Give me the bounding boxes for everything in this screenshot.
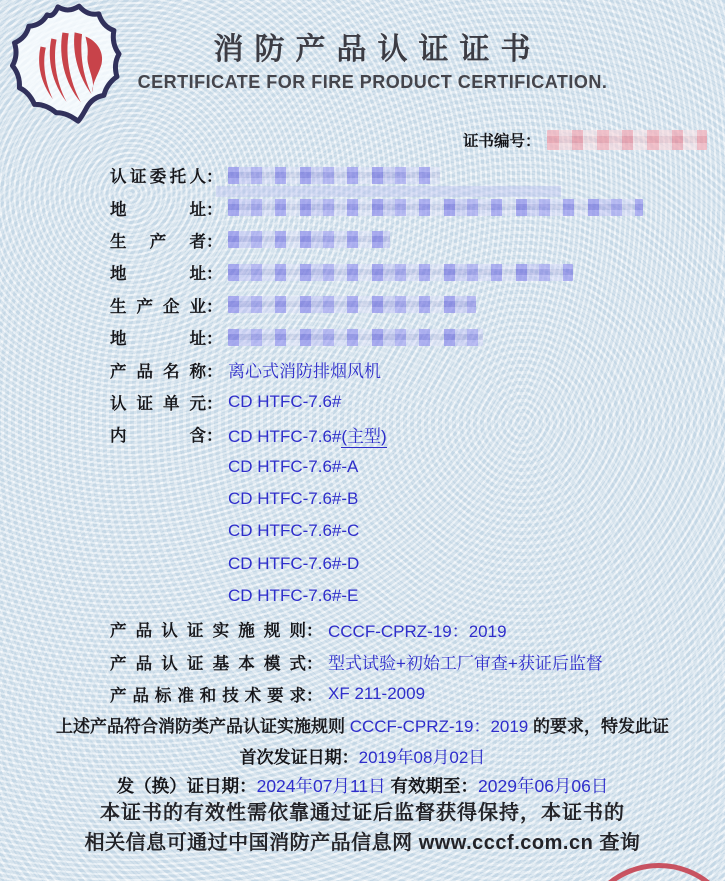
field-label: 生产者 (110, 232, 206, 251)
field-label: 认证单元 (110, 394, 206, 413)
model-main-suffix: (主型) (341, 426, 387, 446)
certificate-number-row (463, 129, 707, 151)
field-row-producer: 生产者 ： (0, 224, 725, 256)
field-row-factory: 生产企业 ： (0, 289, 725, 321)
rule-label: 产品认证基本模式 (110, 654, 306, 673)
rule-row-basic-mode: 产品认证基本模式 ： 型式试验+初始工厂审查+获证后监督 (0, 646, 725, 679)
first-issue-label: 首次发证日期 (239, 748, 342, 767)
model-value: CD HTFC-7.6#-A (228, 456, 359, 476)
page-title: 消防产品认证证书 (213, 33, 542, 66)
field-label: 认证委托人 (110, 168, 206, 187)
certification-rules (0, 613, 725, 711)
rule-row-standard: 产品标准和技术要求 ： XF 211-2009 (110, 684, 426, 706)
field-row-address-2: 地址 ： (0, 256, 725, 288)
model-main-text: CD HTFC-7.6# (228, 426, 342, 446)
rule-value: XF 211-2009 (328, 684, 426, 704)
certificate-number-redacted (547, 130, 707, 150)
first-issue-date-line: 首次发证日期：2019年08月02日 (239, 748, 486, 767)
redacted-value (228, 167, 440, 184)
redacted-value (228, 296, 476, 313)
footer-query-note: 相关信息可通过中国消防产品信息网 www.cccf.com.cn 查询 (84, 832, 641, 854)
rule-label: 产品标准和技术要求 (110, 687, 306, 706)
model-row (0, 483, 725, 515)
field-label: 生产企业 (110, 297, 206, 316)
valid-until-label: 有效期至 (390, 776, 461, 796)
field-label: 地址 (110, 265, 206, 284)
model-value: CD HTFC-7.6#-B (228, 489, 359, 509)
certificate-number-label: 证书编号 (463, 133, 526, 150)
redacted-value (228, 231, 390, 248)
first-issue-value: 2019年08月02日 (358, 748, 486, 767)
valid-until-value: 2029年06月06日 (478, 776, 609, 796)
certificate-number-colon: ： (525, 133, 541, 150)
redacted-value (228, 199, 643, 216)
footer-validity-note: 本证书的有效性需依靠通过证后监督获得保持，本证书的 (100, 802, 625, 824)
conformity-statement (0, 712, 725, 737)
red-seal-arc (578, 863, 725, 881)
model-value: CD HTFC-7.6#-D (228, 553, 360, 573)
model-row (0, 451, 725, 483)
field-label: 内含 (110, 427, 206, 446)
reissue-date-line: 发（换）证日期：2024年07月11日 有效期至：2029年06月06日 (116, 776, 609, 796)
field-row-applicant: 认证委托人 ： (0, 159, 725, 191)
statement-suffix: 的要求，特发此证 (528, 717, 669, 736)
statement-prefix: 上述产品符合消防类产品认证实施规则 (55, 717, 350, 736)
field-row-cert-unit: 认证单元 ： CD HTFC-7.6# (110, 391, 342, 413)
model-row (0, 515, 725, 547)
field-row-address-3: 地址 ： (0, 321, 725, 353)
rule-value: 型式试验+初始工厂审查+获证后监督 (328, 654, 603, 674)
reissue-label: 发（换）证日期 (116, 776, 240, 796)
model-value: CD HTFC-7.6#-E (228, 586, 359, 606)
field-row-address-1: 地址 ： (0, 191, 725, 223)
field-label: 地址 (110, 200, 206, 219)
redacted-value (228, 264, 573, 281)
model-value: CD HTFC-7.6#-C (228, 521, 360, 541)
redacted-value (228, 329, 483, 346)
model-main-value (228, 422, 387, 447)
product-name-value: 离心式消防排烟风机 (228, 362, 381, 382)
rule-label: 产品认证实施规则 (110, 622, 306, 641)
field-row-product-name: 产品名称 ： 离心式消防排烟风机 (0, 353, 725, 385)
field-row-included-models: 内含 ： CD HTFC-7.6#(主型) (0, 418, 725, 450)
rule-value: CCCF-CPRZ-19：2019 (328, 621, 507, 641)
field-label: 产品名称 (110, 362, 206, 381)
model-row (0, 580, 725, 612)
rule-row-implementation: 产品认证实施规则 ： CCCF-CPRZ-19：2019 (0, 613, 725, 646)
certificate-fields (0, 159, 725, 612)
cert-unit-value: CD HTFC-7.6# (228, 391, 342, 411)
statement-rule-code: CCCF-CPRZ-19：2019 (349, 717, 529, 736)
model-row (0, 548, 725, 580)
reissue-value: 2024年07月11日 (256, 776, 386, 796)
field-label: 地址 (110, 330, 206, 349)
page-subtitle: CERTIFICATE FOR FIRE PRODUCT CERTIFICATION. (137, 72, 608, 92)
